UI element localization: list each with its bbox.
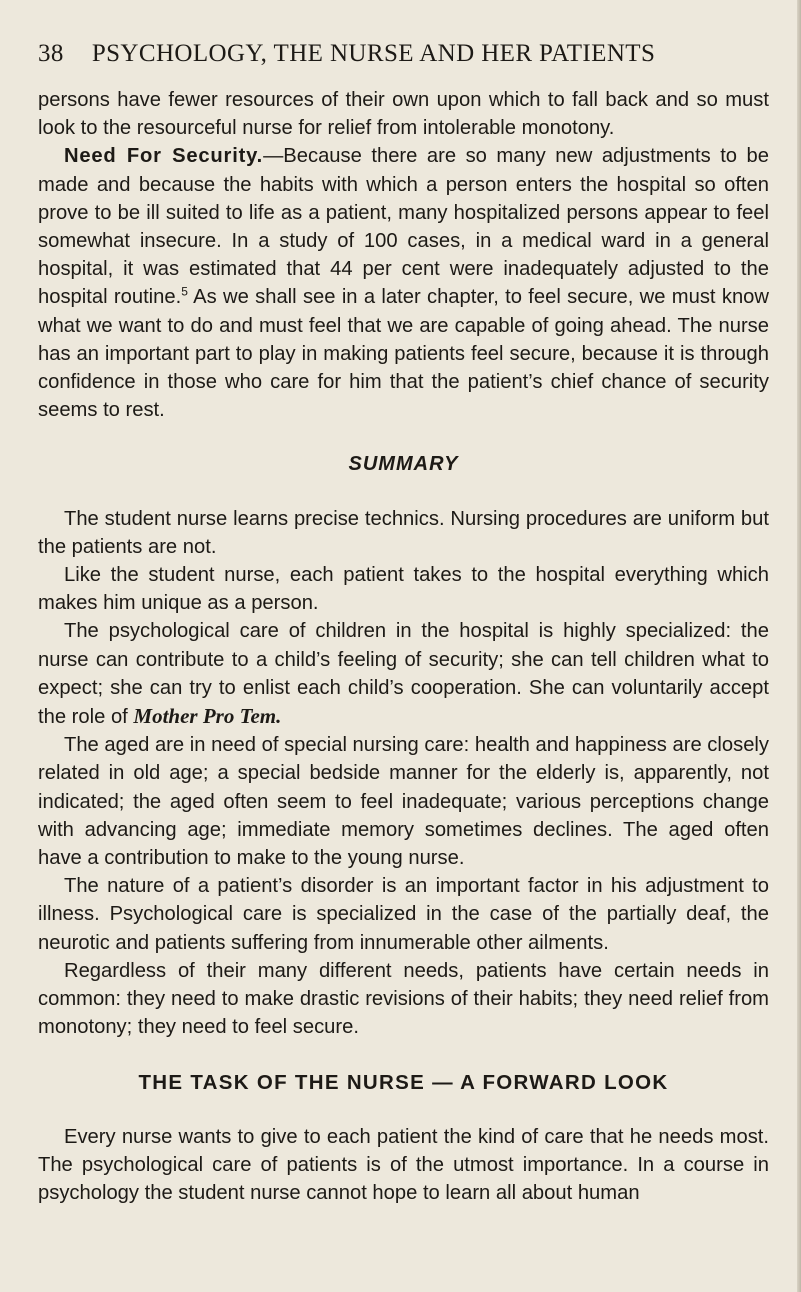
summary-paragraph-2: Like the student nurse, each patient takes to the hospital everything which makes him unique as a person. bbox=[38, 564, 769, 615]
footnote-reference: 5 bbox=[181, 284, 188, 299]
mother-pro-tem-term: Mother Pro Tem. bbox=[133, 704, 282, 729]
summary-paragraph-3-text: The psychological care of children in the hospital is highly specialized: the nurse can contribute to a child’s feeling of security; she can tell children what to expect; she can try to enlist each child’s cooperation. She can voluntarily accept the role of bbox=[38, 620, 769, 729]
paragraph-security bbox=[38, 142, 769, 424]
summary-paragraph-4: The aged are in need of special nursing care: health and happiness are closely related in old age; a special bedside manner for the elderly is, apparently, not indicated; the aged often seem to feel inadequate; various perceptions change with advancing age; immediate memory sometimes declines. The aged often have a contribution to make to the young nurse. bbox=[38, 734, 769, 870]
running-title: PSYCHOLOGY, THE NURSE AND HER PATIENTS bbox=[91, 40, 656, 67]
task-heading: THE TASK OF THE NURSE — A FORWARD LOOK bbox=[138, 1070, 669, 1094]
page-edge bbox=[797, 0, 801, 1292]
security-text-b: As we shall see in a later chapter, to feel secure, we must know what we want to do and must feel that we are capable of going ahead. The nurse has an important part to play in making patients feel secure, because it is through confidence in those who care for him that the patient’s chief chance of security seems to rest. bbox=[38, 286, 769, 422]
security-text-a: —Because there are so many new adjustments to be made and because the habits with which a person enters the hospital so often prove to be ill suited to life as a patient, many hospitalized persons appear to feel somewhat insecure. In a study of 100 cases, in a medical ward in a general hospital, it was estimated that 44 per cent were inadequately adjusted to the hospital routine. bbox=[38, 145, 769, 309]
summary-paragraph-1: The student nurse learns precise technics. Nursing procedures are uniform but the patients are not. bbox=[38, 507, 769, 558]
page-body bbox=[38, 86, 769, 1207]
summary-paragraph-6: Regardless of their many different needs, patients have certain needs in common: they need to make drastic revisions of their habits; they need relief from monotony; they need to feel secure. bbox=[38, 959, 769, 1039]
page-number: 38 bbox=[38, 40, 64, 67]
task-paragraph-1: Every nurse wants to give to each patient the kind of care that he needs most. The psychological care of patients is of the utmost importance. In a course in psychology the student nurse cannot hope to learn all about human bbox=[38, 1125, 769, 1205]
running-header bbox=[38, 40, 771, 68]
summary-paragraph-5: The nature of a patient’s disorder is an important factor in his adjustment to illness. Psychological care is specialized in the case of the partially deaf, the neurotic and patients suffering from innumerable other ailments. bbox=[38, 875, 769, 954]
summary-heading: SUMMARY bbox=[348, 453, 459, 476]
paragraph-monotony: persons have fewer resources of their own upon which to fall back and so must look to the resourceful nurse for relief from intolerable monotony. bbox=[38, 89, 769, 140]
section-heading-security: Need For Security. bbox=[64, 145, 264, 168]
summary-paragraph-3 bbox=[38, 617, 769, 731]
